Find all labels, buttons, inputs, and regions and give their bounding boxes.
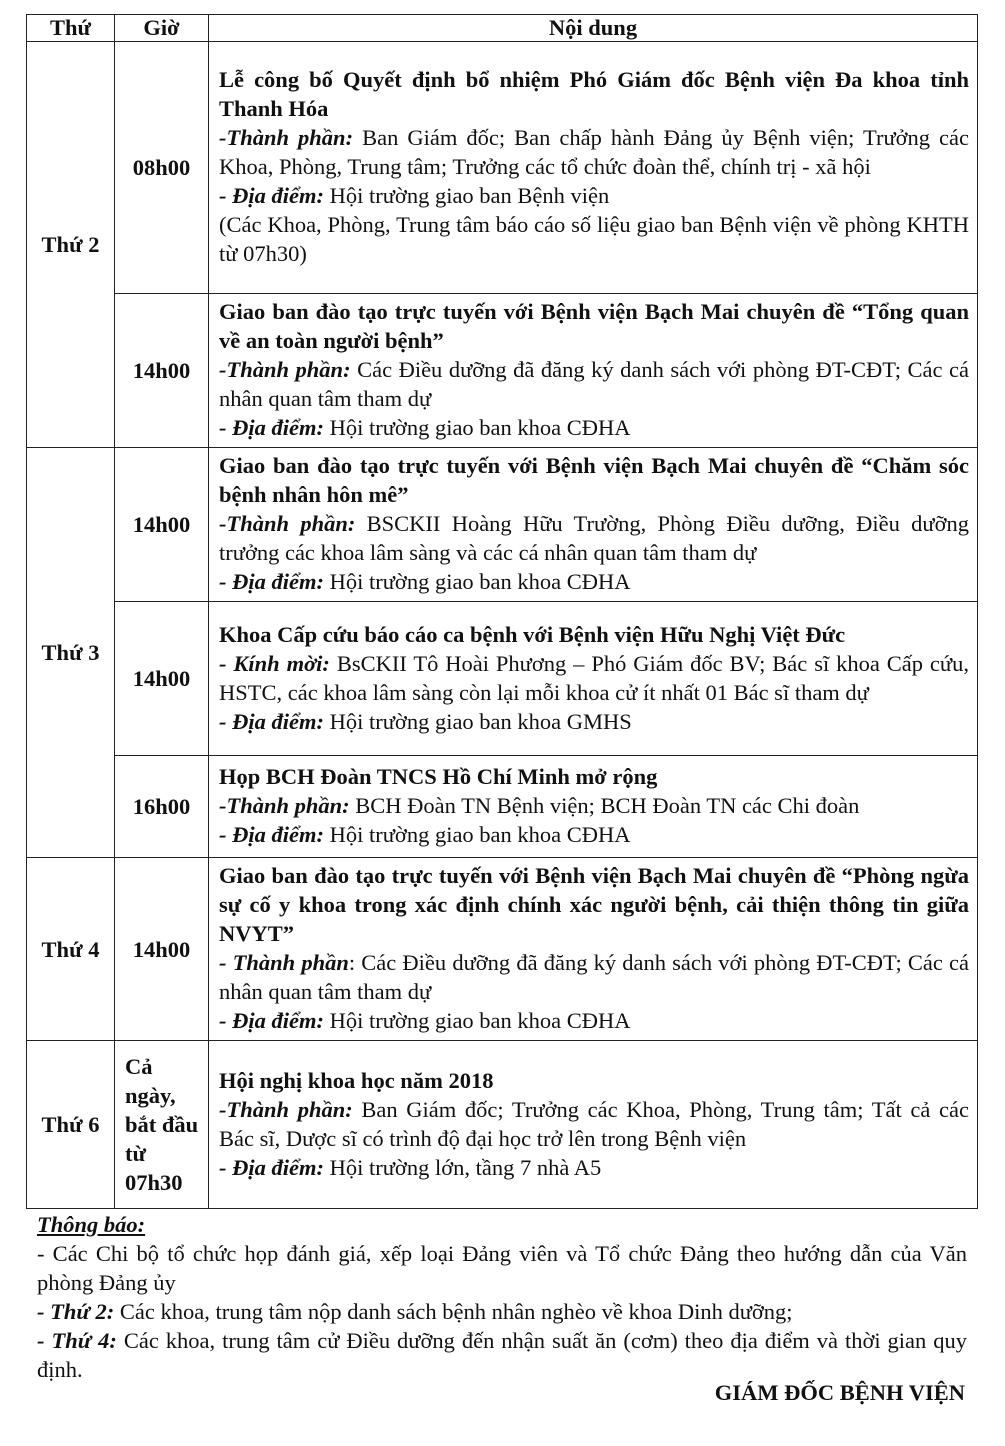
event-detail xyxy=(219,123,969,181)
event-detail xyxy=(219,181,969,210)
notice-text: - Các Chi bộ tổ chức họp đánh giá, xếp loại Đảng viên và Tổ chức Đảng theo hướng dẫn của Văn phòng Đảng ủy xyxy=(37,1241,967,1295)
notice-item xyxy=(37,1297,967,1326)
notice-item xyxy=(37,1326,967,1384)
event-detail xyxy=(219,1153,969,1182)
event-detail xyxy=(219,210,969,268)
event-detail xyxy=(219,948,969,1006)
detail-label: -Thành phần: xyxy=(219,511,356,536)
detail-text: Hội trường lớn, tầng 7 nhà A5 xyxy=(323,1154,602,1180)
notice-item xyxy=(37,1239,967,1297)
detail-label: - Địa điểm: xyxy=(219,1154,324,1180)
event-title: Giao ban đào tạo trực tuyến với Bệnh viện Bạch Mai chuyên đề “Tổng quan về an toàn người bệnh” xyxy=(219,299,969,353)
detail-label: - Địa điểm: xyxy=(219,1008,324,1033)
detail-text: Hội trường giao ban khoa GMHS xyxy=(323,708,632,734)
detail-label: - Địa điểm: xyxy=(219,569,324,594)
event-content xyxy=(209,448,978,602)
day-cell: Thứ 2 xyxy=(27,42,115,448)
day-cell: Thứ 3 xyxy=(27,448,115,858)
detail-text: Hội trường giao ban khoa CĐHA xyxy=(323,822,631,847)
table-row xyxy=(27,1041,978,1209)
day-cell: Thứ 4 xyxy=(27,858,115,1041)
table-header xyxy=(27,15,978,42)
header-content: Nội dung xyxy=(209,15,978,42)
table-row xyxy=(27,42,978,294)
table-row xyxy=(27,602,978,756)
detail-label: -Thành phần: xyxy=(219,1096,353,1122)
event-title: Giao ban đào tạo trực tuyến với Bệnh viện Bạch Mai chuyên đề “Phòng ngừa sự cố y khoa trong xác định chính xác người bệnh, cải thiện thông tin giữa NVYT” xyxy=(219,863,969,946)
event-detail xyxy=(219,1095,969,1153)
schedule-table xyxy=(26,14,978,1209)
time-cell: 14h00 xyxy=(115,448,209,602)
detail-text: BCH Đoàn TN Bệnh viện; BCH Đoàn TN các Chi đoàn xyxy=(349,793,860,818)
event-content xyxy=(209,756,978,858)
event-detail xyxy=(219,509,969,567)
detail-label: - Địa điểm: xyxy=(219,415,324,440)
event-title: Hội nghị khoa học năm 2018 xyxy=(219,1067,494,1093)
notices-heading: Thông báo: xyxy=(37,1212,146,1237)
table-row xyxy=(27,858,978,1041)
event-detail xyxy=(219,355,969,413)
detail-text: Ban Giám đốc; Trưởng các Khoa, Phòng, Trung tâm; Tất cả các Bác sĩ, Dược sĩ có trình độ đại học trở lên trong Bệnh viện xyxy=(219,1096,969,1151)
time-cell: 14h00 xyxy=(115,858,209,1041)
detail-text: (Các Khoa, Phòng, Trung tâm báo cáo số liệu giao ban Bệnh viện về phòng KHTH từ 07h30) xyxy=(219,212,969,266)
event-detail xyxy=(219,791,969,820)
event-detail xyxy=(219,820,969,849)
time-cell: 16h00 xyxy=(115,756,209,858)
event-detail xyxy=(219,1006,969,1035)
notice-label: - Thứ 4: xyxy=(37,1328,117,1353)
event-title: Họp BCH Đoàn TNCS Hồ Chí Minh mở rộng xyxy=(219,764,658,789)
detail-label: - Địa điểm: xyxy=(219,822,324,847)
event-content xyxy=(209,1041,978,1209)
header-time: Giờ xyxy=(115,15,209,42)
table-row xyxy=(27,294,978,448)
event-detail xyxy=(219,413,969,442)
detail-text: BSCKII Hoàng Hữu Trường, Phòng Điều dưỡng, Điều dưỡng trưởng các khoa lâm sàng và các cá nhân quan tâm tham dự xyxy=(219,511,969,565)
event-content xyxy=(209,294,978,448)
detail-label: - Địa điểm: xyxy=(219,183,324,208)
notice-text: Các khoa, trung tâm cử Điều dưỡng đến nhận suất ăn (cơm) theo địa điểm và thời gian quy định. xyxy=(37,1328,967,1382)
time-cell: 08h00 xyxy=(115,42,209,294)
detail-text: Ban Giám đốc; Ban chấp hành Đảng ủy Bệnh viện; Trưởng các Khoa, Phòng, Trung tâm; Trưởng các tổ chức đoàn thể, chính trị - xã hội xyxy=(219,125,970,179)
detail-label: - Địa điểm: xyxy=(219,708,324,734)
detail-text: Các Điều dưỡng đã đăng ký danh sách với phòng ĐT-CĐT; Các cá nhân quan tâm tham dự xyxy=(219,357,969,411)
notice-text: Các khoa, trung tâm nộp danh sách bệnh nhân nghèo về khoa Dinh dưỡng; xyxy=(114,1299,793,1324)
time-cell: 14h00 xyxy=(115,294,209,448)
event-detail xyxy=(219,707,969,736)
event-content xyxy=(209,42,978,294)
detail-text: BsCKII Tô Hoài Phương – Phó Giám đốc BV; Bác sĩ khoa Cấp cứu, HSTC, các khoa lâm sàng còn lại mỗi khoa cử ít nhất 01 Bác sĩ tham dự xyxy=(219,650,969,705)
detail-label: -Thành phần: xyxy=(219,357,351,382)
detail-label: -Thành phần: xyxy=(219,125,354,150)
event-content xyxy=(209,602,978,756)
detail-label: - Kính mời: xyxy=(219,650,330,676)
detail-text: Hội trường giao ban khoa CĐHA xyxy=(323,415,631,440)
detail-label: - Thành phần xyxy=(219,950,349,975)
event-title: Lễ công bố Quyết định bổ nhiệm Phó Giám đốc Bệnh viện Đa khoa tỉnh Thanh Hóa xyxy=(219,67,969,121)
event-detail xyxy=(219,567,969,596)
event-title: Khoa Cấp cứu báo cáo ca bệnh với Bệnh viện Hữu Nghị Việt Đức xyxy=(219,621,846,647)
notice-label: - Thứ 2: xyxy=(37,1299,115,1324)
header-day: Thứ xyxy=(27,15,115,42)
event-title: Giao ban đào tạo trực tuyến với Bệnh viện Bạch Mai chuyên đề “Chăm sóc bệnh nhân hôn mê” xyxy=(219,453,969,507)
event-content xyxy=(209,858,978,1041)
notices xyxy=(37,1210,967,1384)
detail-label: -Thành phần: xyxy=(219,793,350,818)
table-row xyxy=(27,448,978,602)
signature: GIÁM ĐỐC BỆNH VIỆN xyxy=(714,1380,965,1405)
detail-text: Hội trường giao ban Bệnh viện xyxy=(323,183,610,208)
day-cell: Thứ 6 xyxy=(27,1041,115,1209)
event-detail xyxy=(219,649,969,707)
time-cell: Cả ngày, bắt đầu từ 07h30 xyxy=(115,1041,209,1209)
detail-text: : Các Điều dưỡng đã đăng ký danh sách với phòng ĐT-CĐT; Các cá nhân quan tâm tham dự xyxy=(219,950,969,1004)
table-row xyxy=(27,756,978,858)
detail-text: Hội trường giao ban khoa CĐHA xyxy=(323,1008,631,1033)
time-cell: 14h00 xyxy=(115,602,209,756)
detail-text: Hội trường giao ban khoa CĐHA xyxy=(323,569,631,594)
